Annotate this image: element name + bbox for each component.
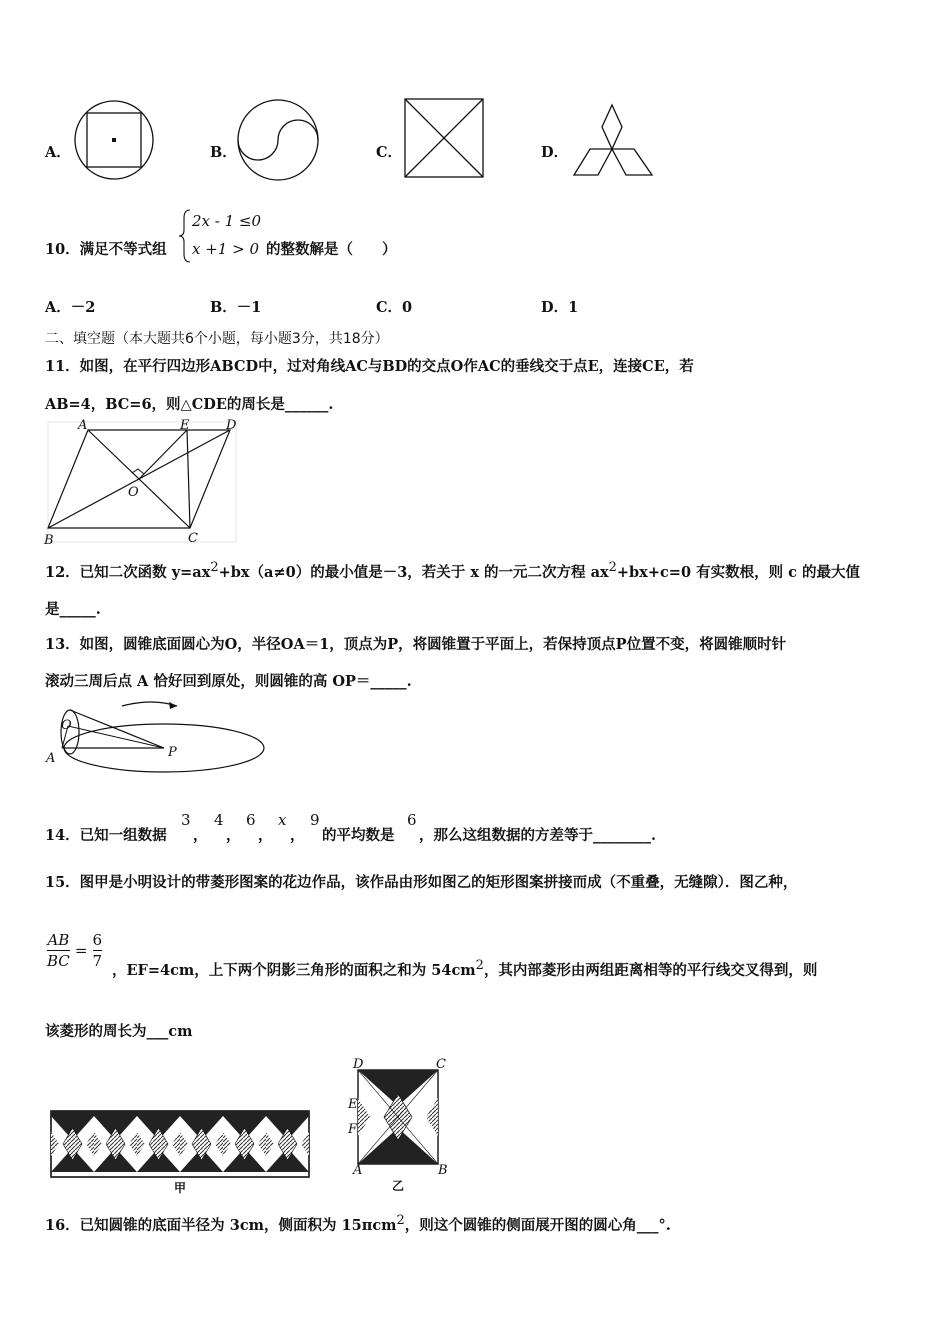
figure-a-square-in-circle <box>72 100 162 182</box>
q10-suffix: 的整数解是（ ） <box>266 241 397 258</box>
q11-label-a: A <box>78 418 88 433</box>
q14-sep-2: ， <box>226 827 241 844</box>
q15-line3: 该菱形的周长为___cm <box>45 1023 193 1040</box>
frac-denominator: BC <box>47 952 70 970</box>
q14-mean: 6 <box>407 811 417 829</box>
option-d-label: D． <box>541 144 569 161</box>
q15-label-yi: 乙 <box>392 1179 405 1193</box>
q15-label-d: D <box>353 1057 364 1072</box>
q14-data-6: 6 <box>246 811 256 829</box>
q10-option-c: C．0 <box>376 299 413 316</box>
q13-label-a: A <box>46 751 56 766</box>
q14-data-4: 4 <box>214 811 224 829</box>
q14-data-x: x <box>278 811 287 829</box>
q14-sep-1: ， <box>193 827 208 844</box>
q15-label-e: E <box>348 1097 358 1112</box>
q13-label-p: P <box>168 745 177 760</box>
q10-stem: 10．满足不等式组 <box>45 241 167 258</box>
q16-sup: 2 <box>396 1213 405 1228</box>
q11-label-c: C <box>188 531 198 546</box>
q10-option-d: D．1 <box>541 299 579 316</box>
q15-text-b: ，其内部菱形由两组距离相等的平行线交叉得到，则 <box>483 961 818 979</box>
frac-equals: = <box>74 941 88 960</box>
q15-figure-yi <box>344 1058 454 1176</box>
q13-cone-figure <box>42 696 270 776</box>
q16-text-a: 16．已知圆锥的底面半径为 3cm，侧面积为 15πcm <box>45 1216 397 1234</box>
q15-sup: 2 <box>475 958 484 973</box>
q14-data-9: 9 <box>310 811 320 829</box>
q13-line1: 13．如图，圆锥底面圆心为O，半径OA＝1，顶点为P，将圆锥置于平面上，若保持顶点P位置不变，将圆锥顺时针 <box>45 636 787 653</box>
q11-label-e: E <box>180 418 190 433</box>
q12-line2: 是_____. <box>45 601 101 618</box>
q13-label-o: O <box>61 718 72 733</box>
q10-inequality-2: x +1 > 0 <box>192 240 259 258</box>
q12-text-b: +bx（a≠0）的最小值是－3，若关于 x 的一元二次方程 ax <box>218 563 609 581</box>
q12-sup-1: 2 <box>210 560 219 575</box>
q10-option-a: A．－2 <box>45 299 96 316</box>
q14-mid: 的平均数是 <box>322 827 395 844</box>
q11-parallelogram-figure <box>40 418 245 548</box>
q15-label-b: B <box>438 1163 448 1178</box>
q11-label-d: D <box>226 418 237 433</box>
figure-b-circle-s-curve <box>236 100 326 182</box>
q15-label-a: A <box>353 1163 363 1178</box>
q15-line1: 15．图甲是小明设计的带菱形图案的花边作品，该作品由形如图乙的矩形图案拼接而成（不重叠，无缝隙）．图乙种， <box>45 874 798 891</box>
q15-line2 <box>112 958 817 980</box>
q14-sep-3: ， <box>258 827 273 844</box>
q12-text-a: 12．已知二次函数 y=ax <box>45 563 211 581</box>
q12-sup-2: 2 <box>608 560 617 575</box>
frac2-denominator: 7 <box>92 952 103 970</box>
q10-inequality-1: 2x - 1 ≤0 <box>192 212 262 230</box>
q15-label-f: F <box>348 1122 358 1137</box>
figure-c-square-diagonals <box>404 98 486 180</box>
q15-fraction-ab-bc <box>47 930 102 971</box>
q14-sep-4: ， <box>290 827 305 844</box>
q14-data-3: 3 <box>181 811 191 829</box>
q15-label-jia: 甲 <box>174 1181 187 1195</box>
q11-line1: 11．如图，在平行四边形ABCD中，过对角线AC与BD的交点O作AC的垂线交于点E，连接CE，若 <box>45 358 694 375</box>
figure-d-three-rhombi <box>570 103 658 179</box>
q16-text-b: ，则这个圆锥的侧面展开图的圆心角___°. <box>404 1216 671 1234</box>
q16-line <box>45 1213 671 1235</box>
fraction-6-7 <box>93 930 103 971</box>
section-2-heading: 二、填空题（本大题共6个小题，每小题3分，共18分） <box>45 331 389 347</box>
q12-line1 <box>45 560 860 582</box>
q14-suffix: ，那么这组数据的方差等于________. <box>419 827 657 844</box>
q15-text-a: ，EF=4cm，上下两个阴影三角形的面积之和为 54cm <box>112 961 476 979</box>
frac2-numerator: 6 <box>92 931 103 949</box>
q11-line2: AB=4，BC=6，则△CDE的周长是______. <box>45 396 334 413</box>
brace <box>178 208 192 264</box>
q11-label-b: B <box>44 533 54 548</box>
option-a-label: A． <box>45 144 71 161</box>
q10-option-b: B．－1 <box>210 299 262 316</box>
q11-label-o: O <box>128 485 139 500</box>
fraction-ab-bc <box>47 930 70 971</box>
q14-prefix: 14．已知一组数据 <box>45 827 167 844</box>
q13-line2: 滚动三周后点 A 恰好回到原处，则圆锥的高 OP＝_____. <box>45 673 412 690</box>
frac-numerator: AB <box>47 931 70 949</box>
q15-figure-jia <box>50 1110 312 1178</box>
option-c-label: C． <box>376 144 403 161</box>
q12-text-c: +bx+c=0 有实数根，则 c 的最大值 <box>616 563 861 581</box>
q15-label-c: C <box>436 1057 446 1072</box>
option-b-label: B． <box>210 144 237 161</box>
